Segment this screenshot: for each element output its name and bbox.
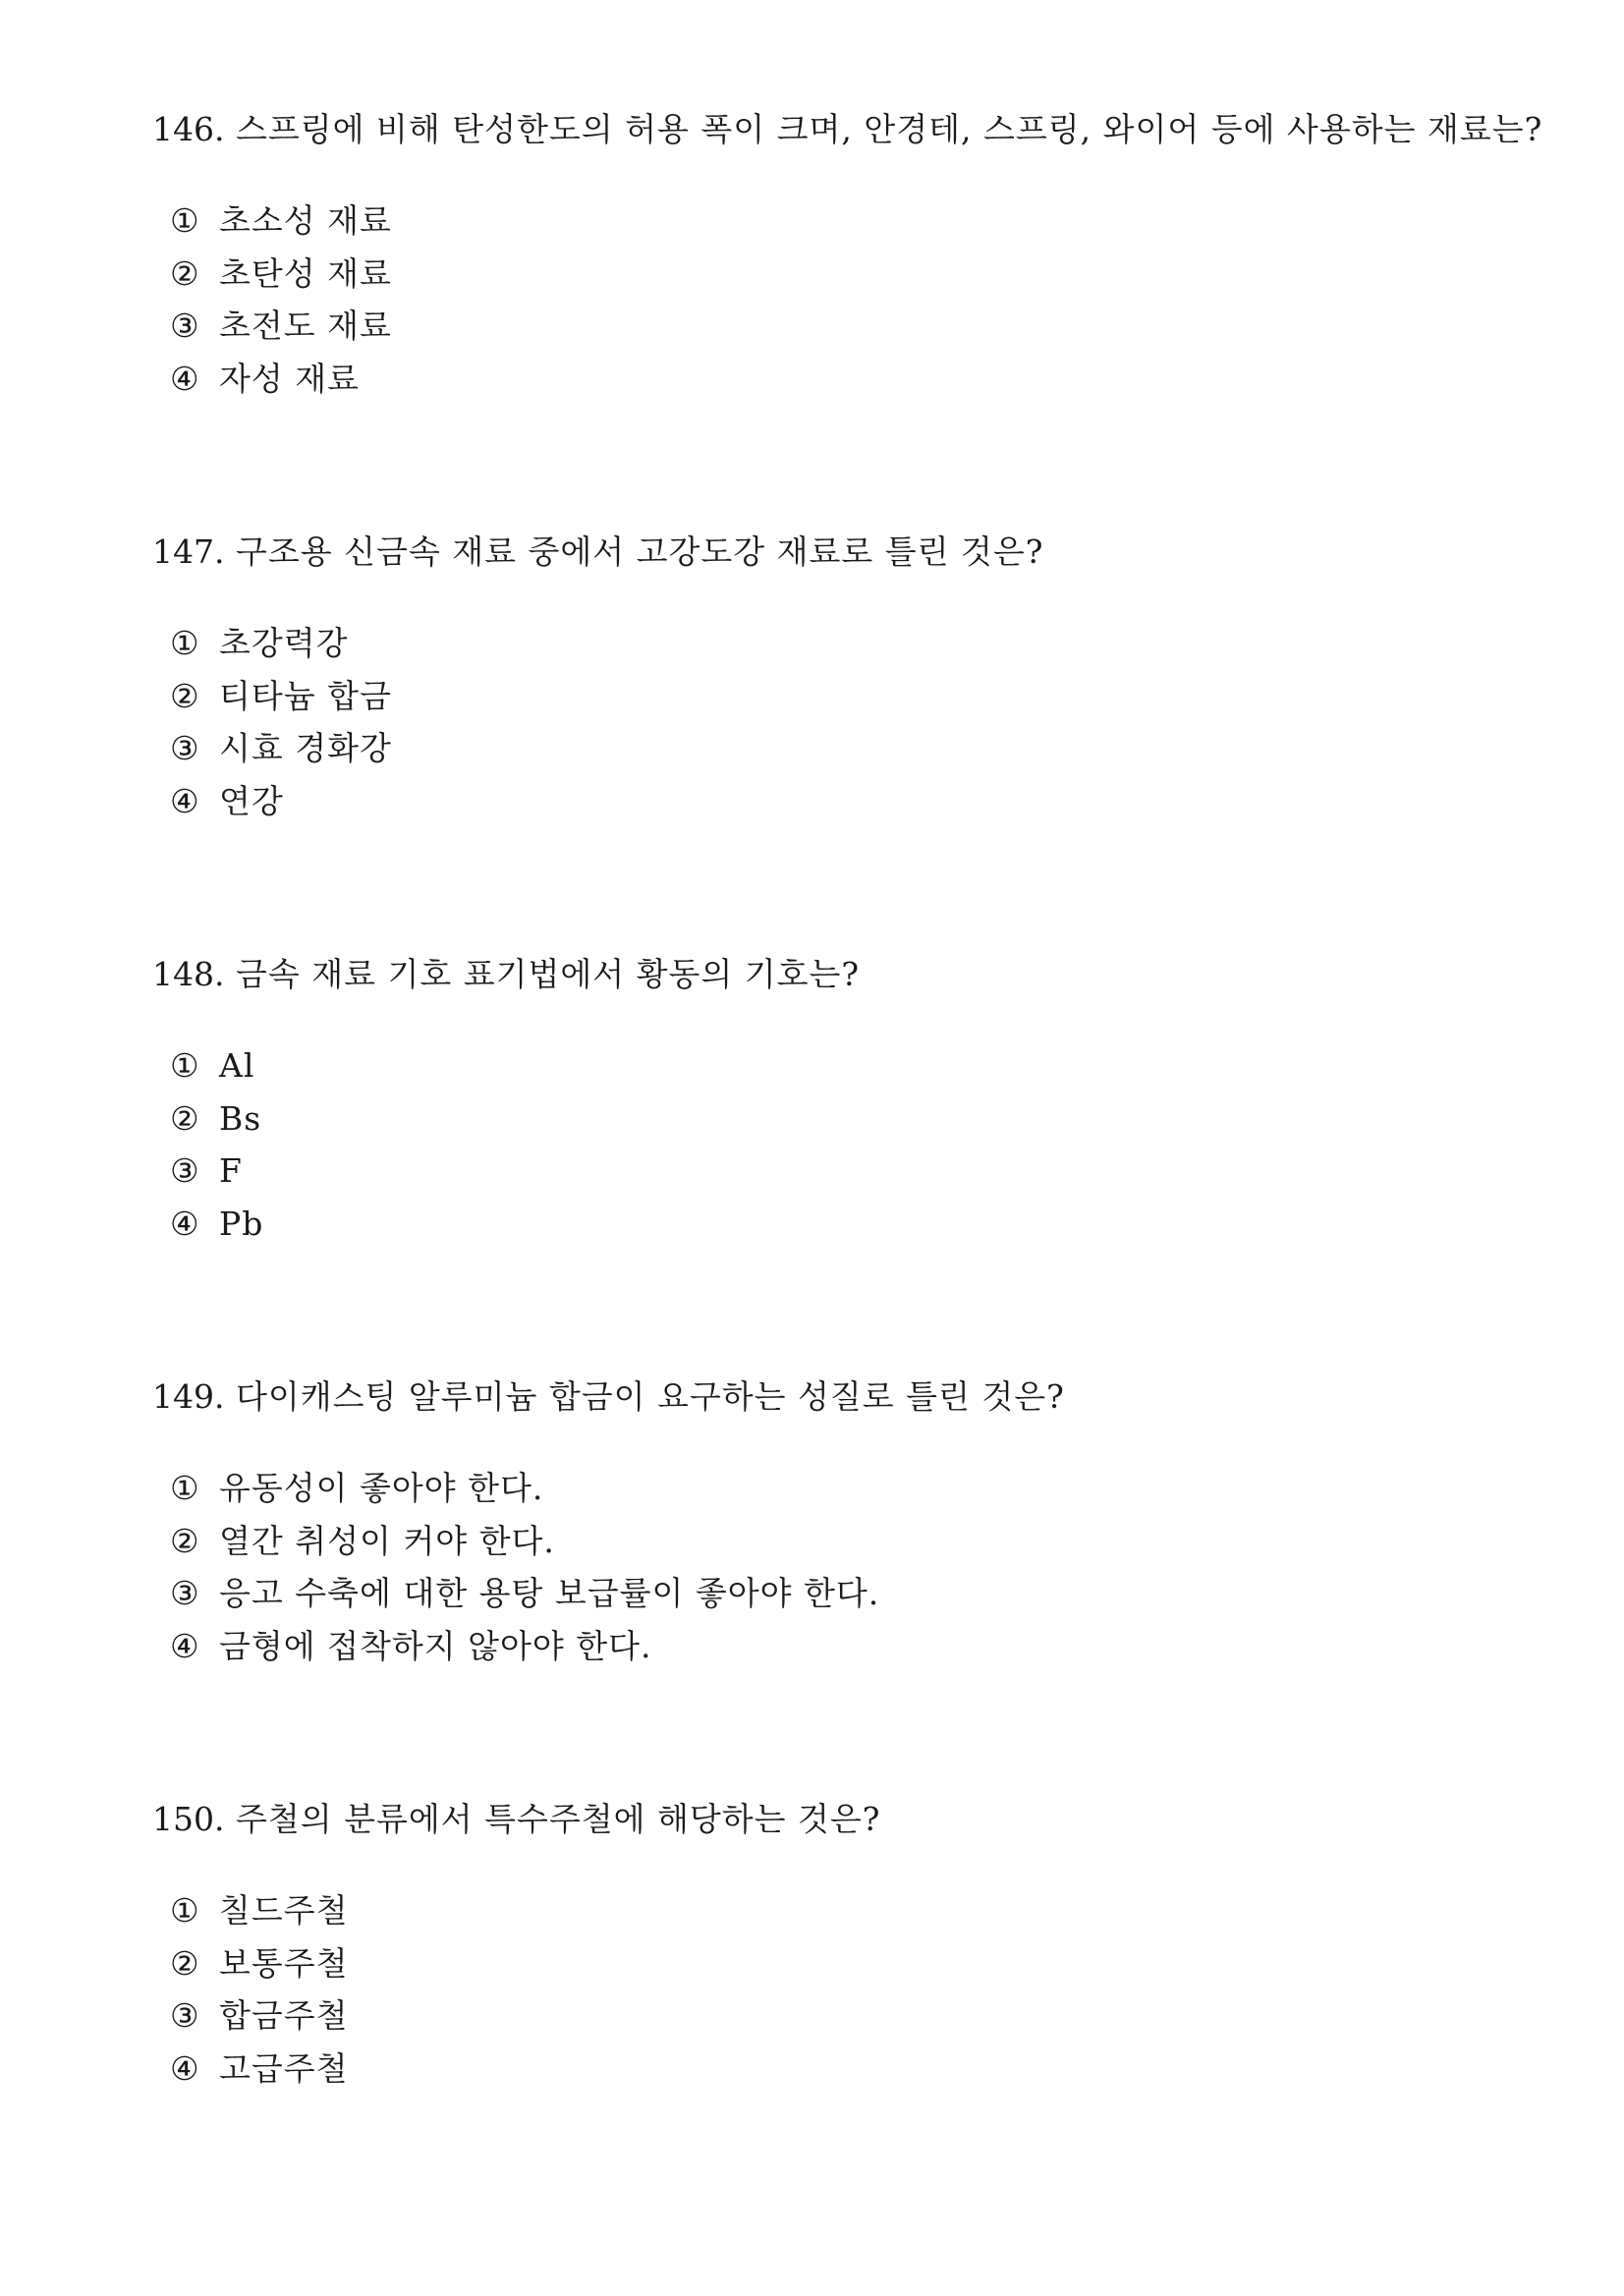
option-marker: ④ xyxy=(170,359,200,398)
option-marker: ③ xyxy=(170,1996,200,2035)
option-4[interactable] xyxy=(170,775,1528,828)
option-list xyxy=(170,195,1528,405)
question-stem xyxy=(152,1798,1528,1841)
option-text: 시효 경화강 xyxy=(219,729,392,767)
question-150 xyxy=(152,1798,1528,2095)
option-text: 보통주철 xyxy=(219,1943,349,1983)
option-marker: ① xyxy=(170,201,200,240)
question-number: 148. xyxy=(152,955,225,993)
option-list xyxy=(170,617,1528,827)
option-3[interactable] xyxy=(170,300,1528,353)
option-marker: ② xyxy=(170,676,200,715)
option-text: 유동성이 좋아야 한다. xyxy=(219,1469,544,1507)
option-text: 고급주철 xyxy=(219,2048,349,2088)
option-text: 합금주철 xyxy=(219,1996,349,2035)
option-marker: ① xyxy=(170,624,200,662)
question-text: 금속 재료 기호 표기법에서 황동의 기호는? xyxy=(235,955,861,993)
option-marker: ④ xyxy=(170,1204,200,1243)
option-marker: ③ xyxy=(170,307,200,345)
option-text: 응고 수축에 대한 용탕 보급률이 좋아야 한다. xyxy=(219,1574,880,1612)
option-3[interactable] xyxy=(170,1567,1528,1620)
option-marker: ② xyxy=(170,1943,200,1983)
option-text: 금형에 접착하지 않아야 한다. xyxy=(219,1626,652,1665)
option-4[interactable] xyxy=(170,1620,1528,1673)
option-3[interactable] xyxy=(170,722,1528,775)
option-text: 초소성 재료 xyxy=(219,201,392,240)
option-text: 초강력강 xyxy=(219,624,349,662)
option-2[interactable] xyxy=(170,248,1528,301)
option-3[interactable] xyxy=(170,1989,1528,2043)
question-stem xyxy=(152,108,1543,151)
question-number: 149. xyxy=(152,1377,225,1416)
option-list xyxy=(170,1462,1528,1672)
option-marker: ② xyxy=(170,253,200,293)
question-149 xyxy=(152,1375,1528,1672)
option-2[interactable] xyxy=(170,1515,1528,1568)
option-text: 티타늄 합금 xyxy=(219,676,392,715)
question-stem xyxy=(152,531,1528,574)
option-1[interactable] xyxy=(170,1039,1528,1092)
question-number: 146. xyxy=(152,110,225,148)
option-text: 자성 재료 xyxy=(219,359,361,398)
question-number: 150. xyxy=(152,1800,225,1838)
option-marker: ① xyxy=(170,1891,200,1930)
option-3[interactable] xyxy=(170,1145,1528,1198)
option-text: 연강 xyxy=(219,781,284,820)
option-list xyxy=(170,1884,1528,2095)
option-text: 초탄성 재료 xyxy=(219,253,392,293)
option-list xyxy=(170,1039,1528,1250)
option-marker: ② xyxy=(170,1521,200,1560)
option-marker: ② xyxy=(170,1098,200,1138)
option-text: 초전도 재료 xyxy=(219,307,392,345)
question-text: 주철의 분류에서 특수주철에 해당하는 것은? xyxy=(235,1800,881,1838)
question-text: 다이캐스팅 알루미늄 합금이 요구하는 성질로 틀린 것은? xyxy=(235,1377,1065,1416)
option-text: 열간 취성이 커야 한다. xyxy=(219,1521,555,1560)
option-text: Al xyxy=(219,1046,255,1085)
option-text: 칠드주철 xyxy=(219,1891,349,1930)
option-4[interactable] xyxy=(170,2043,1528,2096)
option-marker: ④ xyxy=(170,1626,200,1665)
question-text: 스프링에 비해 탄성한도의 허용 폭이 크며, 안경테, 스프링, 와이어 등에 사용하는 재료는? xyxy=(235,110,1543,148)
option-marker: ④ xyxy=(170,781,200,820)
option-marker: ① xyxy=(170,1046,200,1085)
option-marker: ③ xyxy=(170,1574,200,1612)
option-2[interactable] xyxy=(170,1937,1528,1990)
option-marker: ③ xyxy=(170,1151,200,1190)
option-1[interactable] xyxy=(170,1462,1528,1515)
option-2[interactable] xyxy=(170,670,1528,723)
option-text: Pb xyxy=(219,1204,264,1243)
question-146 xyxy=(152,108,1543,405)
question-147 xyxy=(152,531,1528,827)
option-text: Bs xyxy=(219,1098,262,1138)
option-4[interactable] xyxy=(170,1198,1528,1251)
option-1[interactable] xyxy=(170,195,1528,248)
option-2[interactable] xyxy=(170,1092,1528,1146)
question-stem xyxy=(152,953,1528,996)
option-1[interactable] xyxy=(170,1884,1528,1937)
option-marker: ③ xyxy=(170,729,200,767)
question-stem xyxy=(152,1375,1528,1419)
option-text: F xyxy=(219,1151,243,1190)
option-marker: ① xyxy=(170,1469,200,1507)
option-4[interactable] xyxy=(170,353,1528,406)
question-148 xyxy=(152,953,1528,1250)
question-number: 147. xyxy=(152,532,225,571)
option-1[interactable] xyxy=(170,617,1528,670)
option-marker: ④ xyxy=(170,2048,200,2088)
question-text: 구조용 신금속 재료 중에서 고강도강 재료로 틀린 것은? xyxy=(235,532,1044,571)
